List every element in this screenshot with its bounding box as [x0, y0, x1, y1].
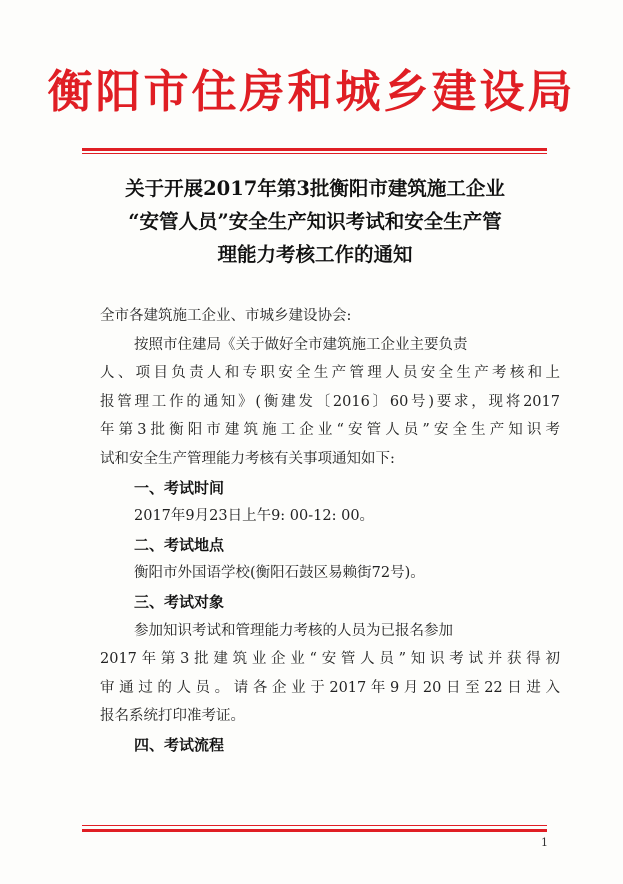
masthead-rule-thin	[82, 153, 547, 154]
intro-line: 报管理工作的通知》(衡建发〔2016〕60号)要求，现将2017	[100, 393, 560, 410]
title-line-3: 理能力考核工作的通知	[217, 243, 413, 266]
section-heading-location: 二、考试地点	[134, 535, 225, 554]
document-title	[70, 172, 560, 271]
page-number: 1	[541, 836, 548, 849]
section-text-target: 参加知识考试和管理能力考核的人员为已报名参加	[134, 622, 453, 639]
section-heading-process: 四、考试流程	[134, 735, 225, 754]
masthead-title: 衡阳市住房和城乡建设局	[47, 65, 576, 118]
intro-line: 试和安全生产管理能力考核有关事项通知如下:	[100, 450, 395, 467]
masthead-rule-thick	[82, 148, 547, 151]
intro-line: 年第3批衡阳市建筑施工企业“安管人员”安全生产知识考	[100, 422, 560, 439]
intro-line: 按照市住建局《关于做好全市建筑施工企业主要负责	[134, 336, 468, 353]
section-text-location: 衡阳市外国语学校(衡阳石鼓区易赖街72号)。	[134, 565, 425, 582]
footer-rule-thin	[82, 825, 547, 826]
section-text-target: 2017年第3批建筑业企业“安管人员”知识考试并获得初	[100, 651, 560, 668]
document-body	[100, 302, 560, 760]
section-text-time: 2017年9月23日上午9: 00-12: 00。	[134, 508, 375, 525]
title-line-2: “安管人员”安全生产知识考试和安全生产管	[128, 210, 502, 233]
section-heading-time: 一、考试时间	[134, 478, 225, 497]
footer-rule-thick	[82, 829, 547, 832]
section-text-target: 审通过的人员。请各企业于2017年9月20日至22日进入	[100, 679, 560, 696]
section-text-target: 报名系统打印准考证。	[100, 708, 245, 725]
title-line-1: 关于开展2017年第3批衡阳市建筑施工企业	[125, 177, 505, 200]
salutation: 全市各建筑施工企业、市城乡建设协会:	[100, 308, 352, 324]
section-heading-target: 三、考试对象	[134, 592, 225, 611]
intro-line: 人、项目负责人和专职安全生产管理人员安全生产考核和上	[100, 365, 560, 382]
